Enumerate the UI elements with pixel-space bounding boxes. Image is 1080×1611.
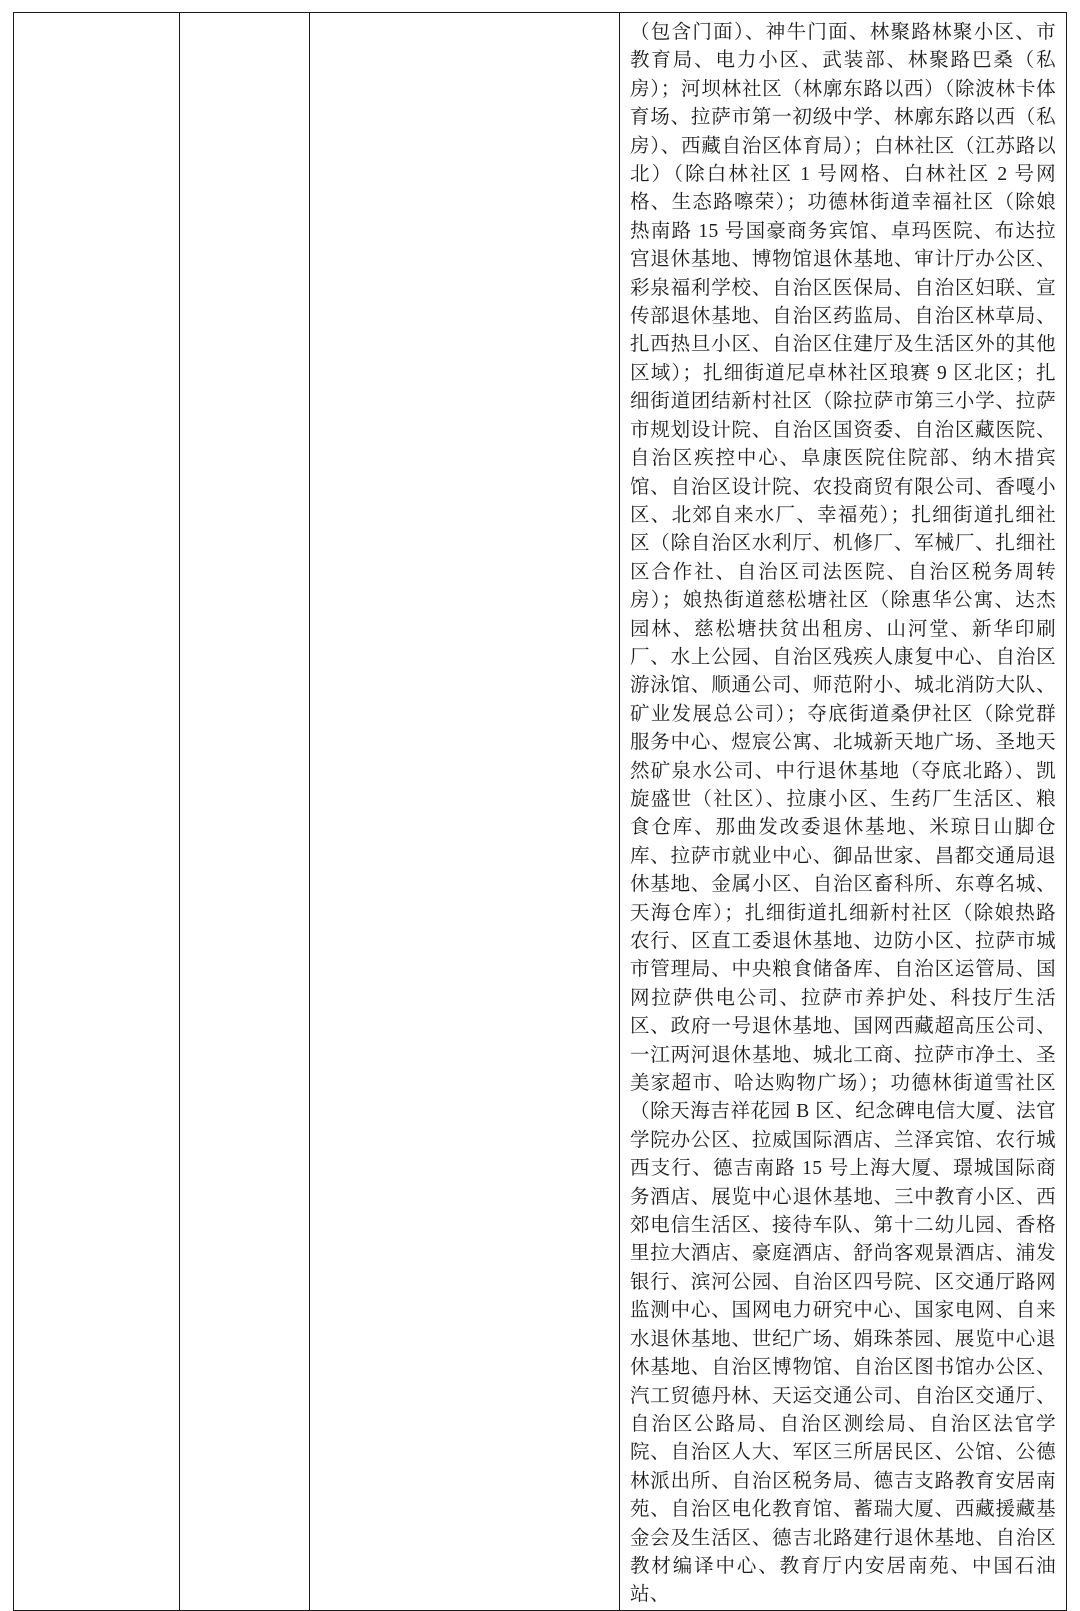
- document-table: [13, 12, 1067, 1611]
- table-cell-col3: [310, 13, 620, 1611]
- table-row: [14, 13, 1067, 1611]
- table-cell-col1: [14, 13, 180, 1611]
- area-list-text: （包含门面）、神牛门面、林聚路林聚小区、市教育局、电力小区、武装部、林聚路巴桑（私房）；河坝林社区（林廓东路以西）（除波林卡体育场、拉萨市第一初级中学、林廓东路以西（私房）、西藏自治区体育局）；白林社区（江苏路以北）（除白林社区 1 号网格、白林社区 2 号网格、生态路嚓荣）；功德林街道幸福社区（除娘热南路 15 号国豪商务宾馆、卓玛医院、布达拉宫退休基地、博物馆退休基地、审计厅办公区、彩泉福利学校、自治区医保局、自治区妇联、宣传部退休基地、自治区药监局、自治区林草局、扎西热旦小区、自治区住建厅及生活区外的其他区域）；扎细街道尼卓林社区琅赛 9 区北区；扎细街道团结新村社区（除拉萨市第三小学、拉萨市规划设计院、自治区国资委、自治区藏医院、自治区疾控中心、阜康医院住院部、纳木措宾馆、自治区设计院、农投商贸有限公司、香嘎小区、北郊自来水厂、幸福苑）；扎细街道扎细社区（除自治区水利厅、机修厂、军械厂、扎细社区合作社、自治区司法医院、自治区税务周转房）；娘热街道慈松塘社区（除惠华公寓、达杰园林、慈松塘扶贫出租房、山河堂、新华印刷厂、水上公园、自治区残疾人康复中心、自治区游泳馆、顺通公司、师范附小、城北消防大队、矿业发展总公司）；夺底街道桑伊社区（除党群服务中心、煜宸公寓、北城新天地广场、圣地天然矿泉水公司、中行退休基地（夺底北路）、凯旋盛世（社区）、拉康小区、生药厂生活区、粮食仓库、那曲发改委退休基地、米琼日山脚仓库、拉萨市就业中心、御品世家、昌都交通局退休基地、金属小区、自治区畜科所、东尊名城、天海仓库）；扎细街道扎细新村社区（除娘热路农行、区直工委退休基地、边防小区、拉萨市城市管理局、中央粮食储备库、自治区运管局、国网拉萨供电公司、拉萨市养护处、科技厅生活区、政府一号退休基地、国网西藏超高压公司、一江两河退休基地、城北工商、拉萨市净土、圣美家超市、哈达购物广场）；功德林街道雪社区（除天海吉祥花园 B 区、纪念碑电信大厦、法官学院办公区、拉威国际酒店、兰泽宾馆、农行城西支行、德吉南路 15 号上海大厦、璟城国际商务酒店、展览中心退休基地、三中教育小区、西郊电信生活区、接待车队、第十二幼儿园、香格里拉大酒店、豪庭酒店、舒尚客观景酒店、浦发银行、滨河公园、自治区四号院、区交通厅路网监测中心、国网电力研究中心、国家电网、自来水退休基地、世纪广场、娟珠茶园、展览中心退休基地、自治区博物馆、自治区图书馆办公区、汽工贸德丹林、天运交通公司、自治区交通厅、自治区公路局、自治区测绘局、自治区法官学院、自治区人大、军区三所居民区、公馆、公德林派出所、自治区税务局、德吉支路教育安居南苑、自治区电化教育馆、蓄瑞大厦、西藏援藏基金会及生活区、德吉北路建行退休基地、自治区教材编译中心、教育厅内安居南苑、中国石油站、: [630, 22, 1056, 1606]
- table-cell-col4: [620, 13, 1067, 1611]
- table-cell-col2: [180, 13, 310, 1611]
